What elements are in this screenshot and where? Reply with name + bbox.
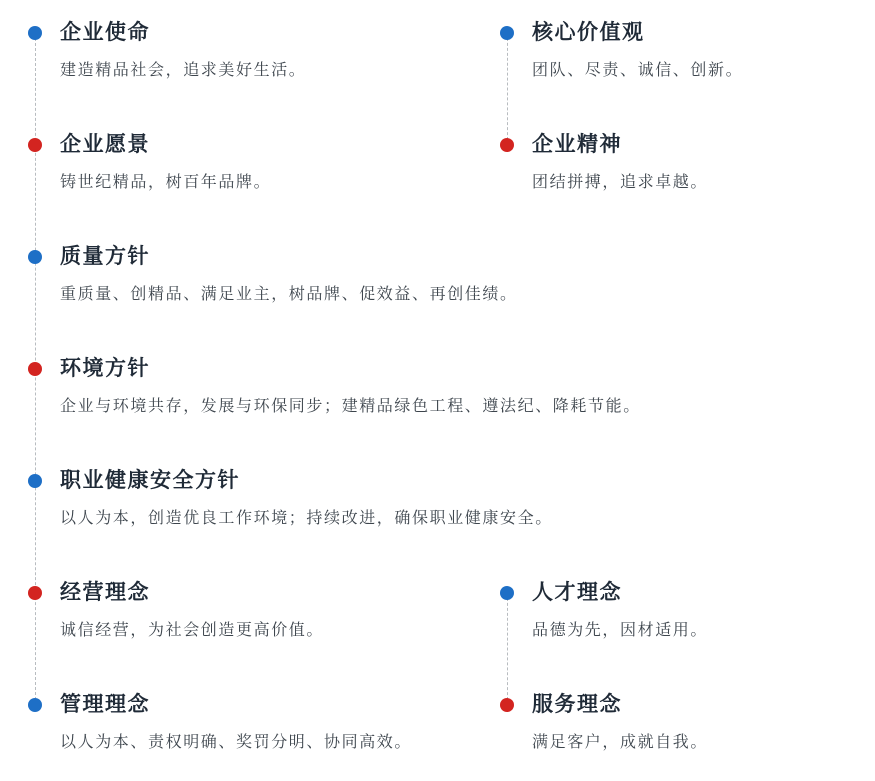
item-title: 经营理念	[60, 581, 150, 604]
item-description: 建造精品社会，追求美好生活。	[60, 62, 307, 79]
bullet-dot	[500, 586, 514, 600]
item-description: 满足客户，成就自我。	[532, 734, 709, 751]
culture-item-environment-policy	[28, 356, 641, 419]
bullet-dot	[500, 698, 514, 712]
item-description: 品德为先，因材适用。	[532, 622, 709, 639]
item-title: 环境方针	[60, 357, 150, 380]
bullet-dot	[28, 26, 42, 40]
culture-item-service-philosophy	[500, 692, 708, 755]
culture-item-core-values	[500, 20, 743, 83]
bullet-dot	[28, 362, 42, 376]
item-title: 人才理念	[532, 581, 622, 604]
culture-item-business-philosophy	[28, 580, 324, 643]
bullet-dot	[28, 250, 42, 264]
bullet-dot	[500, 26, 514, 40]
item-description: 重质量、创精品、满足业主，树品牌、促效益、再创佳绩。	[60, 286, 518, 303]
item-description: 以人为本，创造优良工作环境；持续改进，确保职业健康安全。	[60, 510, 553, 527]
culture-item-spirit	[500, 132, 708, 195]
bullet-dot	[28, 586, 42, 600]
bullet-dot	[28, 474, 42, 488]
culture-item-ohs-policy	[28, 468, 553, 531]
item-title: 企业精神	[532, 133, 622, 156]
item-description: 铸世纪精品，树百年品牌。	[60, 174, 272, 191]
item-title: 管理理念	[60, 693, 150, 716]
bullet-dot	[500, 138, 514, 152]
item-title: 服务理念	[532, 693, 622, 716]
item-description: 诚信经营，为社会创造更高价值。	[60, 622, 325, 639]
item-description: 团队、尽责、诚信、创新。	[532, 62, 744, 79]
item-title: 企业愿景	[60, 133, 150, 156]
item-description: 企业与环境共存，发展与环保同步；建精品绿色工程、遵法纪、降耗节能。	[60, 398, 641, 415]
bullet-dot	[28, 698, 42, 712]
item-description: 团结拼搏，追求卓越。	[532, 174, 709, 191]
bullet-dot	[28, 138, 42, 152]
culture-item-talent-philosophy	[500, 580, 708, 643]
item-title: 职业健康安全方针	[60, 469, 240, 492]
culture-item-mission	[28, 20, 306, 83]
item-description: 以人为本、责权明确、奖罚分明、协同高效。	[60, 734, 413, 751]
culture-item-management-philosophy	[28, 692, 412, 755]
item-title: 核心价值观	[532, 21, 645, 44]
item-title: 质量方针	[60, 245, 150, 268]
culture-item-vision	[28, 132, 271, 195]
item-title: 企业使命	[60, 21, 150, 44]
culture-item-quality-policy	[28, 244, 518, 307]
